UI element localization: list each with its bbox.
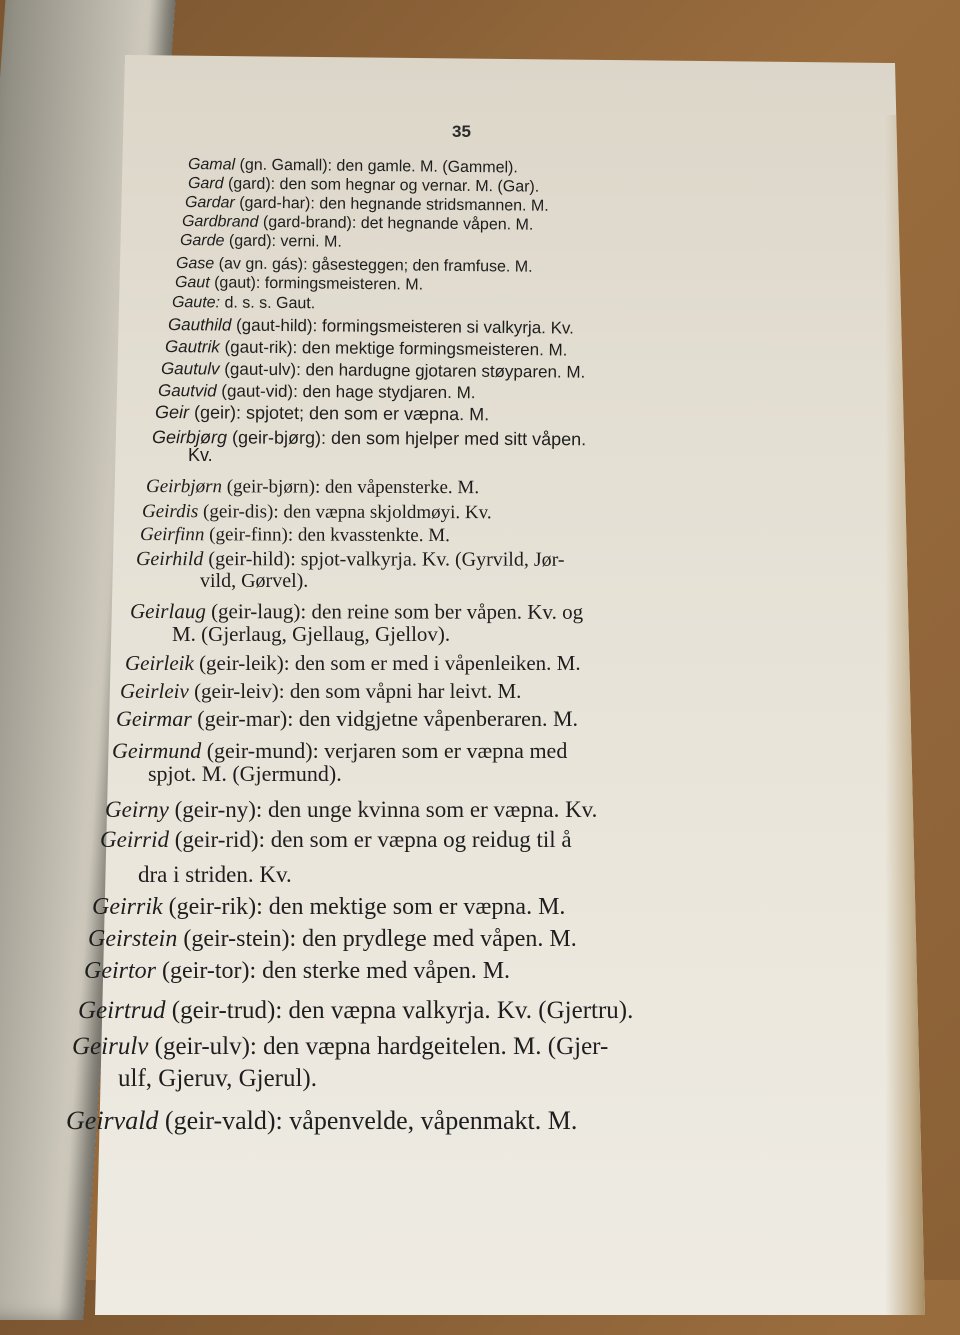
- entry-definition: (geir-rik): den mektige som er væpna. M.: [162, 894, 566, 920]
- entry-term: Gardbrand: [181, 213, 259, 231]
- entry-term: Geirleiv: [120, 679, 189, 703]
- entry-definition: (geir-leik): den som er med i våpenleiken. M.: [193, 651, 581, 675]
- entry-line: [78, 997, 633, 1025]
- page-number: 35: [452, 122, 471, 141]
- entry-definition: (gaut-rik): den mektige formingsmeisteren. M.: [219, 337, 568, 360]
- entry-line: [72, 1033, 608, 1061]
- entry-definition: (gard): den som hegnar og vernar. M. (Gar).: [223, 175, 540, 196]
- entry-definition: (geir-tor): den sterke med våpen. M.: [156, 958, 511, 984]
- entry-term: Geirbjørn: [145, 476, 223, 498]
- entry-definition: (av gn. gás): gåsesteggen; den framfuse. M.: [214, 255, 533, 276]
- entry-term: Geirtrud: [78, 997, 166, 1024]
- entry-term: Geirleik: [125, 651, 194, 675]
- entry-continuation: ulf, Gjeruv, Gjerul).: [118, 1065, 318, 1092]
- entry-definition: (geir-dis): den væpna skjoldmøyi. Kv.: [198, 501, 492, 524]
- entry-line: [116, 706, 578, 732]
- entry-line: [140, 524, 450, 547]
- page-edge: [885, 115, 925, 1335]
- entry-term: Gautrik: [164, 337, 220, 357]
- entry-definition: (geir-hild): spjot-valkyrja. Kv. (Gyrvild, Jør-: [203, 548, 565, 571]
- entry-term: Gardar: [184, 194, 235, 212]
- entry-definition: (gaut): formingsmeisteren. M.: [209, 274, 424, 294]
- entry-term: Geirrid: [100, 827, 169, 852]
- entry-term: Geirbjørg: [151, 427, 228, 448]
- entry-definition: (geir-bjørn): den våpensterke. M.: [221, 476, 480, 499]
- entry-line: [176, 255, 533, 277]
- entry-line: [161, 359, 585, 383]
- entry-term: Gard: [187, 175, 224, 193]
- entry-line: [188, 156, 518, 177]
- entry-definition: (gard): verni. M.: [224, 232, 342, 251]
- entry-definition: (geir-ny): den unge kvinna som er væpna. Kv.: [168, 797, 598, 822]
- entry-definition: (geir-leiv): den som våpni har leivt. M.: [188, 679, 522, 703]
- entry-continuation: spjot. M. (Gjermund).: [148, 761, 342, 786]
- entry-definition: (gaut-hild): formingsmeisteren si valkyrja. Kv.: [231, 315, 575, 338]
- entry-term: Gauthild: [167, 315, 232, 335]
- entry-term: Geirny: [105, 797, 169, 822]
- entry-term: Gaute:: [171, 294, 221, 312]
- entry-term: Geirmar: [116, 706, 192, 731]
- entry-term: Geirhild: [135, 548, 204, 571]
- entry-line: [142, 501, 492, 524]
- entry-definition: (geir-finn): den kvasstenkte. M.: [204, 524, 450, 547]
- entry-continuation: vild, Gørvel).: [200, 570, 309, 592]
- entry-term: Geirstein: [88, 926, 178, 952]
- entry-term: Geirulv: [72, 1033, 149, 1060]
- entry-definition: (geir-trud): den væpna valkyrja. Kv. (Gjertru).: [165, 997, 634, 1024]
- entry-term: Gase: [175, 255, 215, 273]
- entry-line: [158, 381, 476, 403]
- entry-term: Geir: [154, 402, 190, 423]
- entry-definition: (geir-mund): verjaren som er væpna med: [201, 738, 568, 763]
- entry-line: [130, 599, 583, 625]
- entry-line: [180, 232, 342, 252]
- entry-definition: (geir-ulv): den væpna hardgeitelen. M. (Gjer-: [148, 1033, 609, 1060]
- entry-line: [136, 548, 565, 572]
- entry-continuation: M. (Gjerlaug, Gjellaug, Gjellov).: [172, 622, 451, 646]
- entry-definition: (geir-rid): den som er væpna og reidug til å: [169, 827, 572, 852]
- entry-definition: (gaut-ulv): den hardugne gjotaren støyparen. M.: [219, 359, 586, 382]
- entry-term: Geirrik: [92, 894, 163, 920]
- entry-term: Geirtor: [84, 958, 156, 984]
- entry-term: Garde: [179, 232, 225, 250]
- entry-definition: (gn. Gamall): den gamle. M. (Gammel).: [235, 156, 518, 177]
- entry-definition: (gaut-vid): den hage stydjaren. M.: [216, 381, 476, 403]
- entry-definition: (gard-brand): det hegnande våpen. M.: [258, 213, 534, 234]
- entry-definition: (gard-har): den hegnande stridsmannen. M.: [234, 194, 549, 215]
- entry-continuation: Kv.: [188, 445, 213, 465]
- entry-term: Geirmund: [112, 738, 202, 763]
- entry-line: [92, 894, 565, 921]
- entry-line: [172, 294, 315, 313]
- entry-line: [66, 1106, 577, 1136]
- entry-line: [120, 679, 521, 704]
- entry-term: Gautulv: [160, 359, 220, 379]
- entry-line: [188, 175, 539, 197]
- entry-line: [84, 958, 510, 985]
- entry-line: [185, 194, 549, 216]
- entry-line: [175, 274, 423, 295]
- entry-definition: d. s. s. Gaut.: [219, 294, 316, 313]
- entry-term: Geirfinn: [139, 524, 205, 546]
- entry-definition: (geir-stein): den prydlege med våpen. M.: [177, 926, 577, 952]
- entry-line: [100, 827, 572, 853]
- entry-term: Gautvid: [157, 381, 217, 401]
- entry-line: [105, 797, 597, 823]
- entry-definition: (geir): spjotet; den som er væpna. M.: [188, 402, 490, 425]
- entry-line: [152, 427, 586, 450]
- entry-line: [146, 476, 479, 499]
- entry-continuation: dra i striden. Kv.: [138, 862, 292, 887]
- entry-definition: (geir-vald): våpenvelde, våpenmakt. M.: [158, 1106, 578, 1135]
- entry-line: [168, 315, 574, 339]
- entry-term: Geirvald: [66, 1106, 159, 1135]
- entry-line: [88, 926, 577, 953]
- entry-definition: (geir-bjørg): den som hjelper med sitt våpen.: [226, 427, 587, 450]
- entry-line: [165, 337, 568, 361]
- entry-line: [125, 651, 581, 676]
- entry-term: Geirdis: [141, 501, 199, 523]
- entry-definition: (geir-laug): den reine som ber våpen. Kv. og: [205, 599, 584, 624]
- entry-term: Gamal: [187, 156, 236, 174]
- entry-term: Geirlaug: [129, 599, 206, 624]
- entry-term: Gaut: [174, 274, 210, 292]
- entry-line: [155, 402, 489, 425]
- entry-line: [182, 213, 534, 235]
- entry-definition: (geir-mar): den vidgjetne våpenberaren. M.: [191, 706, 579, 731]
